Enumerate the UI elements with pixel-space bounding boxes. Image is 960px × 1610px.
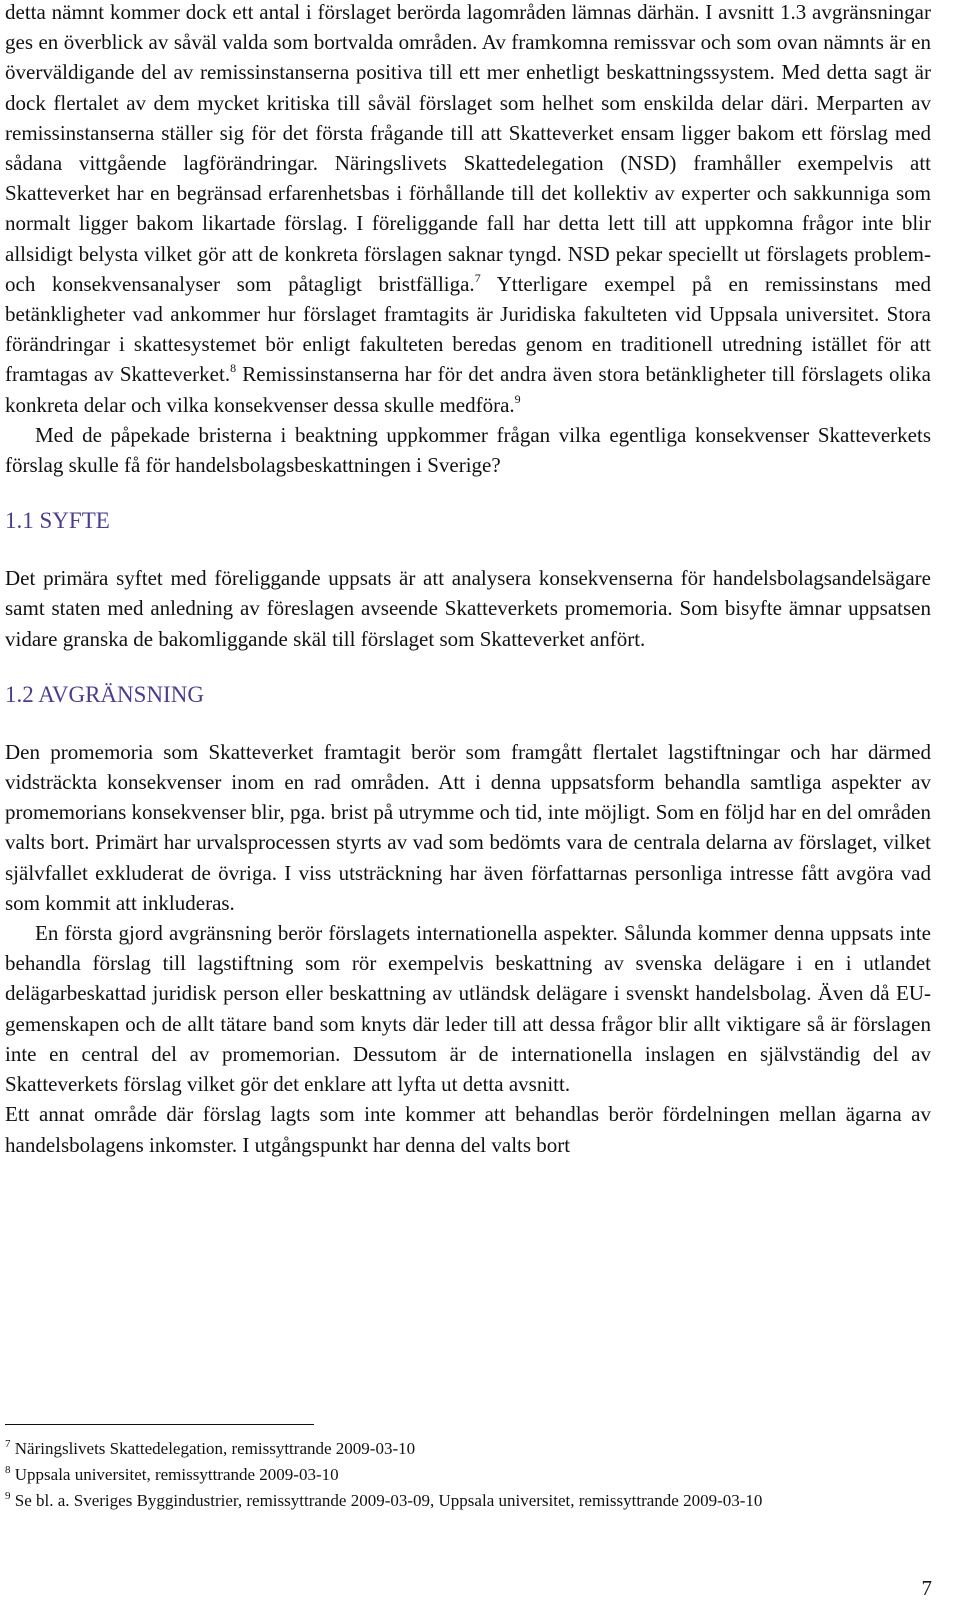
paragraph-avgransning-2: En första gjord avgränsning berör förslagets internationella aspekter. Sålunda kommer denna uppsats inte behandla förslag till lagstiftning som rör exempelvis beskattning av svenska delägare i en i utlandet delägarbeskattad juridisk person eller beskattning av utländsk delägare i svenskt handelsbolag. Även då EU-gemenskapen och de allt tätare band som knyts där leder till att dessa frågor blir allt viktigare så är förslagen inte en central del av promemorian. Dessutom är de internationella inslagen en självständig del av Skatteverkets förslag vilket gör det enklare att lyfta ut detta avsnitt. (5, 921, 931, 1097)
page-body (5, 0, 931, 1160)
footnote-number: 8 (5, 1464, 11, 1476)
footnote-text: Uppsala universitet, remissyttrande 2009-03-10 (14, 1465, 339, 1484)
paragraph-question: Med de påpekade bristerna i beaktning uppkommer frågan vilka egentliga konsekvenser Skatteverkets förslag skulle få för handelsbolagsbeskattningen i Sverige? (5, 422, 931, 478)
paragraph-text: Av framkomna remissvar och som ovan nämnts är en överväldigande del av remissinstanserna positiva till ett mer enhetligt beskattningssystem. Med detta sagt är dock flertalet av dem mycket kritiska till såväl förslaget som helhet som enskilda delar däri. Merparten av remissinstanserna ställer sig för det första frågande till att Skatteverket ensam ligger bakom ett förslag med sådana vittgående lagförändringar. Näringslivets Skattedelegation (NSD) framhåller exempelvis att Skatteverket har en begränsad erfarenhetsbas i förhållande till det kollektiv av experter och sakkunniga som normalt ligger bakom likartade förslag. I föreliggande fall har detta lett till att uppkomna frågor inte blir allsidigt belysta vilket gör att de konkreta förslagen saknar tyngd. NSD pekar speciellt ut förslagets problem- och konsekvensanalyser som påtagligt bristfälliga. (5, 30, 932, 296)
footnote-text: Näringslivets Skattedelegation, remissyttrande 2009-03-10 (14, 1439, 416, 1458)
footnote-7 (5, 1437, 931, 1461)
paragraph-text: Remissinstanserna har för det andra även stora betänkligheter till förslagets olika konkreta delar och vilka konsekvenser dessa skulle medföra. (5, 362, 931, 417)
footnote-number: 9 (5, 1490, 11, 1502)
footnote-ref-8: 8 (230, 361, 237, 376)
footnote-ref-7: 7 (474, 270, 481, 285)
footnote-separator (5, 1424, 314, 1425)
footnote-9 (5, 1489, 931, 1513)
page-number: 7 (921, 1576, 932, 1600)
footnote-8 (5, 1463, 931, 1487)
footnote-ref-9: 9 (514, 391, 521, 406)
section-heading-syfte: 1.1 SYFTE (5, 508, 110, 534)
section-heading-avgransning: 1.2 AVGRÄNSNING (5, 681, 204, 707)
footnote-text: Se bl. a. Sveriges Byggindustrier, remissyttrande 2009-03-09, Uppsala universitet, remissyttrande 2009-03-10 (14, 1491, 763, 1510)
paragraph-intro-end (5, 0, 931, 420)
paragraph-text: detta nämnt kommer dock ett antal i förslaget berörda lagområden lämnas därhän. I avsnitt 1.3 avgränsningar ges en överblick av såväl valda som bortvalda områden. (5, 0, 931, 55)
paragraph-text: Ytterligare exempel på en remissinstans med betänkligheter vad ankommer hur förslaget framtagits är Juridiska fakulteten vid Uppsala universitet. Stora förändringar i skattesystemet bör enligt fakulteten beredas genom en traditionell utredning istället för att framtagas av Skatteverket. (5, 271, 932, 387)
paragraph-avgransning-1: Den promemoria som Skatteverket framtagit berör som framgått flertalet lagstiftningar och har därmed vidsträckta konsekvenser inom en rad områden. Att i denna uppsatsform behandla samtliga aspekter av promemorians konsekvenser blir, pga. brist på utrymme och tid, inte möjligt. Som en följd har en del områden valts bort. Primärt har urvalsprocessen styrts av vad som bedömts vara de centrala delarna av förslaget, vilket självfallet exkluderat de övriga. I viss utsträckning har även författarnas personliga intresse fått avgöra vad som kommit att inkluderas. (5, 739, 931, 915)
footnote-number: 7 (5, 1438, 11, 1450)
paragraph-avgransning-3: Ett annat område där förslag lagts som inte kommer att behandlas berör fördelningen mellan ägarna av handelsbolagens inkomster. I utgångspunkt har denna del valts bort (5, 1102, 931, 1157)
paragraph-syfte: Det primära syftet med föreliggande uppsats är att analysera konsekvenserna för handelsbolagsandelsägare samt staten med anledning av föreslagen avseende Skatteverkets promemoria. Som bisyfte ämnar uppsatsen vidare granska de bakomliggande skäl till förslaget som Skatteverket anfört. (5, 566, 931, 651)
